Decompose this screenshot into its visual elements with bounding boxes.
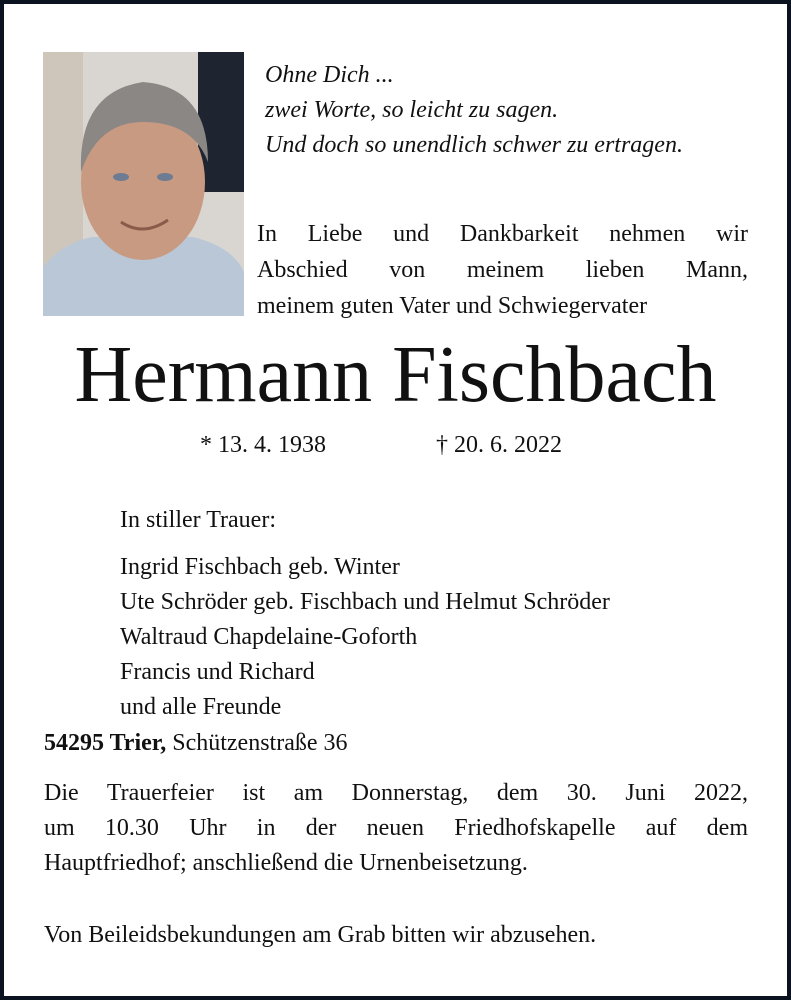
service-line: Hauptfriedhof; anschließend die Urnenbeisetzung.: [44, 850, 528, 876]
service-info: [44, 776, 748, 881]
mourners-heading: In stiller Trauer:: [120, 507, 276, 533]
mourners: [120, 503, 610, 725]
poem-line: Ohne Dich ...: [265, 62, 394, 88]
deceased-name: Hermann Fischbach: [74, 331, 717, 419]
intro-line: In Liebe und Dankbarkeit nehmen wir: [257, 221, 748, 247]
mourner: Francis und Richard: [120, 659, 315, 685]
poem: [265, 58, 683, 163]
death-date: † 20. 6. 2022: [436, 432, 562, 458]
poem-line: Und doch so unendlich schwer zu ertragen.: [265, 132, 683, 158]
address: [44, 730, 348, 757]
mourner: und alle Freunde: [120, 694, 282, 720]
birth-date: * 13. 4. 1938: [200, 432, 326, 458]
mourner: Ingrid Fischbach geb. Winter: [120, 554, 400, 580]
poem-line: zwei Worte, so leicht zu sagen.: [265, 97, 559, 123]
intro-text: [257, 216, 748, 324]
address-street: Schützenstraße 36: [172, 730, 348, 756]
service-line: um 10.30 Uhr in der neuen Friedhofskapelle auf dem: [44, 815, 748, 841]
mourner: Waltraud Chapdelaine-Goforth: [120, 624, 418, 650]
intro-line: Abschied von meinem lieben Mann,: [257, 257, 748, 283]
portrait-photo: [43, 52, 244, 316]
mourner: Ute Schröder geb. Fischbach und Helmut Schröder: [120, 589, 610, 615]
intro-line: meinem guten Vater und Schwiegervater: [257, 293, 648, 319]
address-city: 54295 Trier,: [44, 730, 167, 756]
closing-note: Von Beileidsbekundungen am Grab bitten wir abzusehen.: [44, 922, 597, 948]
service-line: Die Trauerfeier ist am Donnerstag, dem 30. Juni 2022,: [44, 780, 748, 806]
